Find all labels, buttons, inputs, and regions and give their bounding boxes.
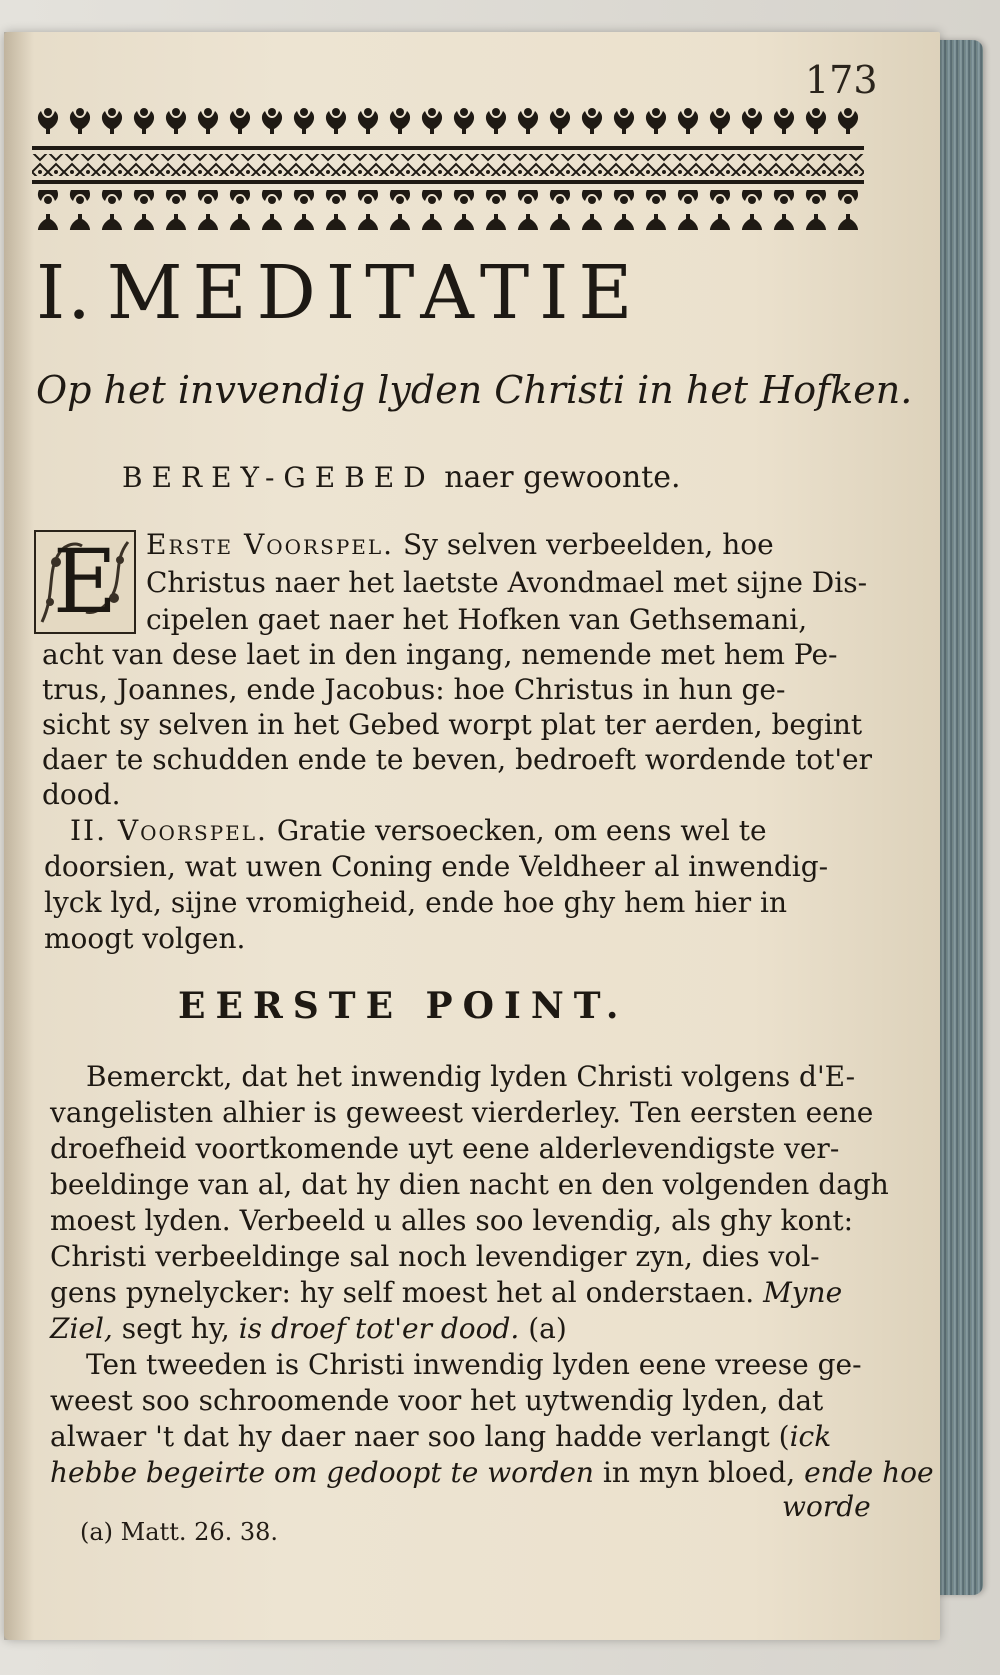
scripture-quote: ick [789,1420,832,1453]
prelude-1-line: acht van dese laet in den ingang, nemende met hem Pe- [42,638,838,671]
scripture-quote: is droef tot'er dood. [238,1312,520,1345]
prelude-1-line: Christus naer het laetste Avondmael met sijne Dis- [146,566,868,599]
meditation-subtitle: Op het invvendig lyden Christi in het Hofken. [36,368,913,412]
scripture-quote: ende hoe [804,1456,934,1489]
scripture-quote: Myne [763,1276,843,1309]
point-line: Christi verbeeldinge sal noch levendiger zyn, dies vol- [50,1240,820,1273]
point-heading: EERSTE POINT. [178,985,629,1027]
point-line: moest lyden. Verbeeld u alles soo levendig, als ghy kont: [50,1204,854,1237]
preparatory-prayer-caps: BEREY-GEBED [122,461,435,494]
scripture-quote: Ziel, [50,1312,113,1345]
title-word: MEDITATIE [106,250,643,336]
initial-letter: E [52,530,118,633]
point-line: alwaer 't dat hy daer naer soo lang hadde verlangt (ick [50,1420,832,1453]
ornamental-header-band [32,102,864,234]
decorated-initial [34,530,136,634]
title-numeral: I. [36,250,93,336]
scripture-quote: hebbe begeirte om gedoopt te worden [50,1456,594,1489]
prelude-1-line: cipelen gaet naer het Hofken van Gethsemani, [146,603,808,636]
prelude-1-line: daer te schudden ende te beven, bedroeft wordende tot'er [42,743,872,776]
meditation-title [36,250,866,340]
prelude-1-line: trus, Joannes, ende Jacobus: hoe Christus in hun ge- [42,673,786,706]
prelude-2-label: II. Voorspel. [70,814,268,847]
prelude-1-line: dood. [42,778,121,811]
point-line: Ten tweeden is Christi inwendig lyden eene vreese ge- [86,1348,862,1381]
point-line: hebbe begeirte om gedoopt te worden in myn bloed, ende hoe [50,1456,934,1489]
footnote-reference: (a) [528,1312,567,1345]
prelude-2-line: lyck lyd, sijne vromigheid, ende hoe ghy hem hier in [44,886,788,919]
page-number: 173 [805,58,878,102]
page-gutter-shadow [4,32,34,1640]
book-page-edges [935,40,983,1595]
point-line: weest soo schroomende voor het uytwendig lyden, dat [50,1384,824,1417]
point-line: Bemerckt, dat het inwendig lyden Christi volgens d'E- [86,1060,856,1093]
point-line: vangelisten alhier is geweest vierderley. Ten eersten eene [50,1096,874,1129]
catchword: worde [782,1490,871,1523]
prelude-2-line: moogt volgen. [44,922,246,955]
preparatory-prayer-line [122,460,681,495]
prelude-2-line: doorsien, wat uwen Coning ende Veldheer al inwendig- [44,850,829,883]
point-line: droefheid voortkomende uyt eene alderlevendigste ver- [50,1132,840,1165]
point-line: Ziel, segt hy, is droef tot'er dood. (a) [50,1312,567,1345]
footnote: (a) Matt. 26. 38. [80,1518,279,1546]
prelude-1-line: sicht sy selven in het Gebed worpt plat ter aerden, begint [42,708,863,741]
prelude-1-line: Erste Voorspel. Sy selven verbeelden, hoe [146,528,774,561]
prelude-1-label: Erste Voorspel. [146,528,395,561]
prelude-2-line: II. Voorspel. Gratie versoecken, om eens wel te [70,814,767,847]
point-line: beeldinge van al, dat hy dien nacht en den volgenden dagh [50,1168,889,1201]
point-line: gens pynelycker: hy self moest het al onderstaen. Myne [50,1276,843,1309]
preparatory-prayer-rest: naer gewoonte. [444,460,681,495]
